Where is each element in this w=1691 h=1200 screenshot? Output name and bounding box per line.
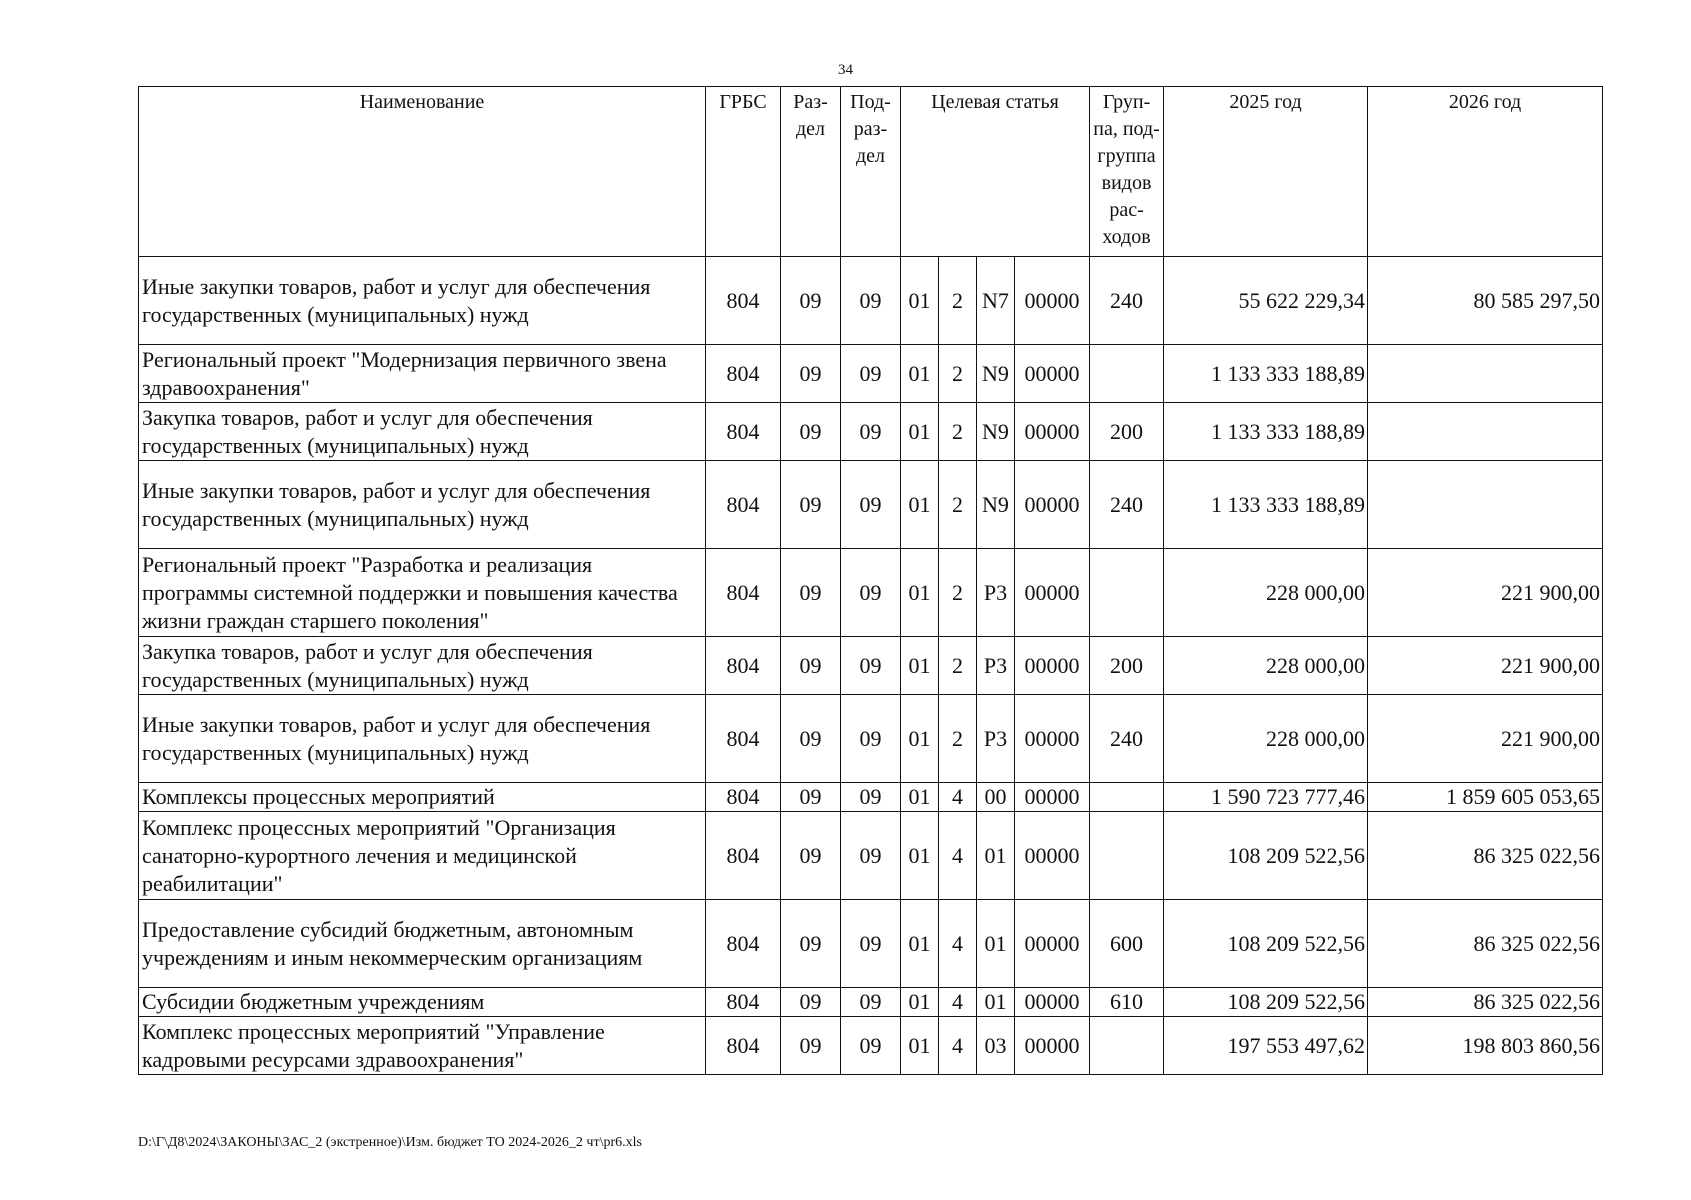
cell-amount-2026: [1368, 345, 1603, 403]
cell-razdel: 09: [781, 1017, 841, 1075]
table-row: [139, 988, 1603, 1017]
cell-grbs: 804: [706, 783, 781, 812]
cell-target-item: P3: [977, 549, 1015, 637]
cell-grbs: 804: [706, 695, 781, 783]
table-row: [139, 257, 1603, 345]
cell-target-type: 4: [939, 900, 977, 988]
cell-target-item: P3: [977, 637, 1015, 695]
cell-razdel: 09: [781, 637, 841, 695]
header-year-2026: 2026 год: [1368, 87, 1603, 257]
cell-target-item: P3: [977, 695, 1015, 783]
cell-expense-group: [1090, 345, 1164, 403]
cell-expense-group: 200: [1090, 637, 1164, 695]
table-row: [139, 783, 1603, 812]
cell-target-program: 01: [901, 695, 939, 783]
cell-amount-2025: 108 209 522,56: [1164, 812, 1368, 900]
cell-target-direction: 00000: [1015, 695, 1090, 783]
cell-expense-group: [1090, 1017, 1164, 1075]
cell-podrazdel: 09: [841, 257, 901, 345]
cell-grbs: 804: [706, 988, 781, 1017]
cell-amount-2025: 55 622 229,34: [1164, 257, 1368, 345]
cell-amount-2025: 108 209 522,56: [1164, 900, 1368, 988]
cell-razdel: 09: [781, 812, 841, 900]
cell-target-type: 2: [939, 549, 977, 637]
cell-podrazdel: 09: [841, 988, 901, 1017]
cell-target-program: 01: [901, 812, 939, 900]
row-name: Иные закупки товаров, работ и услуг для обеспечения государственных (муниципальных) нужд: [139, 257, 706, 345]
cell-target-direction: 00000: [1015, 345, 1090, 403]
cell-amount-2026: 221 900,00: [1368, 549, 1603, 637]
row-name: Предоставление субсидий бюджетным, автономным учреждениям и иным некоммерческим организациям: [139, 900, 706, 988]
cell-amount-2026: 80 585 297,50: [1368, 257, 1603, 345]
cell-target-type: 2: [939, 257, 977, 345]
cell-amount-2025: 1 133 333 188,89: [1164, 345, 1368, 403]
table-row: [139, 637, 1603, 695]
cell-amount-2026: 198 803 860,56: [1368, 1017, 1603, 1075]
cell-amount-2025: 108 209 522,56: [1164, 988, 1368, 1017]
cell-grbs: 804: [706, 900, 781, 988]
cell-grbs: 804: [706, 812, 781, 900]
cell-amount-2025: 1 590 723 777,46: [1164, 783, 1368, 812]
cell-podrazdel: 09: [841, 812, 901, 900]
cell-target-program: 01: [901, 345, 939, 403]
cell-target-direction: 00000: [1015, 461, 1090, 549]
cell-target-type: 2: [939, 695, 977, 783]
cell-target-direction: 00000: [1015, 637, 1090, 695]
cell-target-direction: 00000: [1015, 900, 1090, 988]
cell-target-type: 2: [939, 403, 977, 461]
row-name: Закупка товаров, работ и услуг для обеспечения государственных (муниципальных) нужд: [139, 637, 706, 695]
cell-target-direction: 00000: [1015, 257, 1090, 345]
table-row: [139, 345, 1603, 403]
table-row: [139, 812, 1603, 900]
table-row: [139, 461, 1603, 549]
cell-target-program: 01: [901, 1017, 939, 1075]
cell-amount-2026: 221 900,00: [1368, 695, 1603, 783]
cell-expense-group: 240: [1090, 257, 1164, 345]
cell-target-item: N7: [977, 257, 1015, 345]
cell-razdel: 09: [781, 257, 841, 345]
cell-amount-2026: [1368, 403, 1603, 461]
cell-amount-2025: 1 133 333 188,89: [1164, 403, 1368, 461]
table-row: [139, 900, 1603, 988]
cell-razdel: 09: [781, 900, 841, 988]
cell-expense-group: [1090, 783, 1164, 812]
cell-grbs: 804: [706, 1017, 781, 1075]
cell-grbs: 804: [706, 345, 781, 403]
cell-amount-2026: 86 325 022,56: [1368, 900, 1603, 988]
cell-target-type: 2: [939, 345, 977, 403]
cell-target-direction: 00000: [1015, 403, 1090, 461]
cell-podrazdel: 09: [841, 345, 901, 403]
cell-razdel: 09: [781, 461, 841, 549]
cell-amount-2025: 1 133 333 188,89: [1164, 461, 1368, 549]
cell-target-item: N9: [977, 403, 1015, 461]
cell-target-type: 4: [939, 988, 977, 1017]
cell-target-type: 4: [939, 812, 977, 900]
header-podrazdel: Под-раз-дел: [841, 87, 901, 257]
cell-expense-group: [1090, 549, 1164, 637]
cell-target-program: 01: [901, 461, 939, 549]
cell-razdel: 09: [781, 695, 841, 783]
cell-razdel: 09: [781, 549, 841, 637]
cell-podrazdel: 09: [841, 783, 901, 812]
cell-expense-group: 200: [1090, 403, 1164, 461]
cell-target-type: 4: [939, 1017, 977, 1075]
cell-expense-group: 610: [1090, 988, 1164, 1017]
header-name: Наименование: [139, 87, 706, 257]
cell-expense-group: 240: [1090, 695, 1164, 783]
table-body: [139, 257, 1603, 1075]
cell-target-program: 01: [901, 988, 939, 1017]
cell-amount-2026: [1368, 461, 1603, 549]
cell-target-type: 2: [939, 461, 977, 549]
row-name: Комплекс процессных мероприятий "Организация санаторно-курортного лечения и медицинской реабилитации": [139, 812, 706, 900]
cell-podrazdel: 09: [841, 900, 901, 988]
row-name: Иные закупки товаров, работ и услуг для обеспечения государственных (муниципальных) нужд: [139, 461, 706, 549]
cell-grbs: 804: [706, 461, 781, 549]
cell-target-program: 01: [901, 549, 939, 637]
row-name: Закупка товаров, работ и услуг для обеспечения государственных (муниципальных) нужд: [139, 403, 706, 461]
cell-grbs: 804: [706, 637, 781, 695]
cell-target-direction: 00000: [1015, 549, 1090, 637]
row-name: Комплекс процессных мероприятий "Управление кадровыми ресурсами здравоохранения": [139, 1017, 706, 1075]
cell-target-item: N9: [977, 345, 1015, 403]
cell-amount-2025: 228 000,00: [1164, 549, 1368, 637]
table-row: [139, 403, 1603, 461]
cell-target-direction: 00000: [1015, 988, 1090, 1017]
cell-expense-group: 240: [1090, 461, 1164, 549]
cell-target-item: 03: [977, 1017, 1015, 1075]
cell-podrazdel: 09: [841, 549, 901, 637]
cell-target-program: 01: [901, 900, 939, 988]
header-year-2025: 2025 год: [1164, 87, 1368, 257]
cell-target-item: 01: [977, 988, 1015, 1017]
row-name: Иные закупки товаров, работ и услуг для обеспечения государственных (муниципальных) нужд: [139, 695, 706, 783]
header-target-article: Целевая статья: [901, 87, 1090, 257]
cell-amount-2026: 1 859 605 053,65: [1368, 783, 1603, 812]
cell-target-program: 01: [901, 403, 939, 461]
cell-amount-2025: 228 000,00: [1164, 637, 1368, 695]
budget-table: [138, 86, 1603, 1075]
row-name: Субсидии бюджетным учреждениям: [139, 988, 706, 1017]
cell-podrazdel: 09: [841, 461, 901, 549]
header-expense-group: Груп-па, под-группа видов рас-ходов: [1090, 87, 1164, 257]
cell-expense-group: 600: [1090, 900, 1164, 988]
row-name: Региональный проект "Модернизация первичного звена здравоохранения": [139, 345, 706, 403]
cell-grbs: 804: [706, 549, 781, 637]
cell-target-direction: 00000: [1015, 783, 1090, 812]
file-path-footer: D:\Г\Д8\2024\ЗАКОНЫ\ЗАС_2 (экстренное)\Изм. бюджет ТО 2024-2026_2 чт\pr6.xls: [138, 1135, 642, 1150]
cell-target-item: 00: [977, 783, 1015, 812]
cell-target-type: 2: [939, 637, 977, 695]
cell-razdel: 09: [781, 345, 841, 403]
header-grbs: ГРБС: [706, 87, 781, 257]
cell-amount-2025: 228 000,00: [1164, 695, 1368, 783]
table-row: [139, 549, 1603, 637]
cell-podrazdel: 09: [841, 637, 901, 695]
row-name: Региональный проект "Разработка и реализация программы системной поддержки и повышения качества жизни граждан старшего поколения": [139, 549, 706, 637]
header-razdel: Раз-дел: [781, 87, 841, 257]
table-header-row: [139, 87, 1603, 257]
table-row: [139, 1017, 1603, 1075]
cell-razdel: 09: [781, 783, 841, 812]
cell-razdel: 09: [781, 988, 841, 1017]
row-name: Комплексы процессных мероприятий: [139, 783, 706, 812]
cell-target-item: 01: [977, 812, 1015, 900]
cell-amount-2026: 86 325 022,56: [1368, 812, 1603, 900]
cell-grbs: 804: [706, 403, 781, 461]
cell-expense-group: [1090, 812, 1164, 900]
cell-target-direction: 00000: [1015, 1017, 1090, 1075]
cell-amount-2025: 197 553 497,62: [1164, 1017, 1368, 1075]
cell-podrazdel: 09: [841, 695, 901, 783]
cell-podrazdel: 09: [841, 1017, 901, 1075]
cell-target-direction: 00000: [1015, 812, 1090, 900]
cell-podrazdel: 09: [841, 403, 901, 461]
cell-target-program: 01: [901, 257, 939, 345]
table-row: [139, 695, 1603, 783]
cell-target-program: 01: [901, 783, 939, 812]
cell-grbs: 804: [706, 257, 781, 345]
cell-razdel: 09: [781, 403, 841, 461]
cell-target-program: 01: [901, 637, 939, 695]
cell-target-type: 4: [939, 783, 977, 812]
cell-target-item: 01: [977, 900, 1015, 988]
cell-amount-2026: 221 900,00: [1368, 637, 1603, 695]
cell-target-item: N9: [977, 461, 1015, 549]
page-number: 34: [838, 62, 853, 78]
cell-amount-2026: 86 325 022,56: [1368, 988, 1603, 1017]
